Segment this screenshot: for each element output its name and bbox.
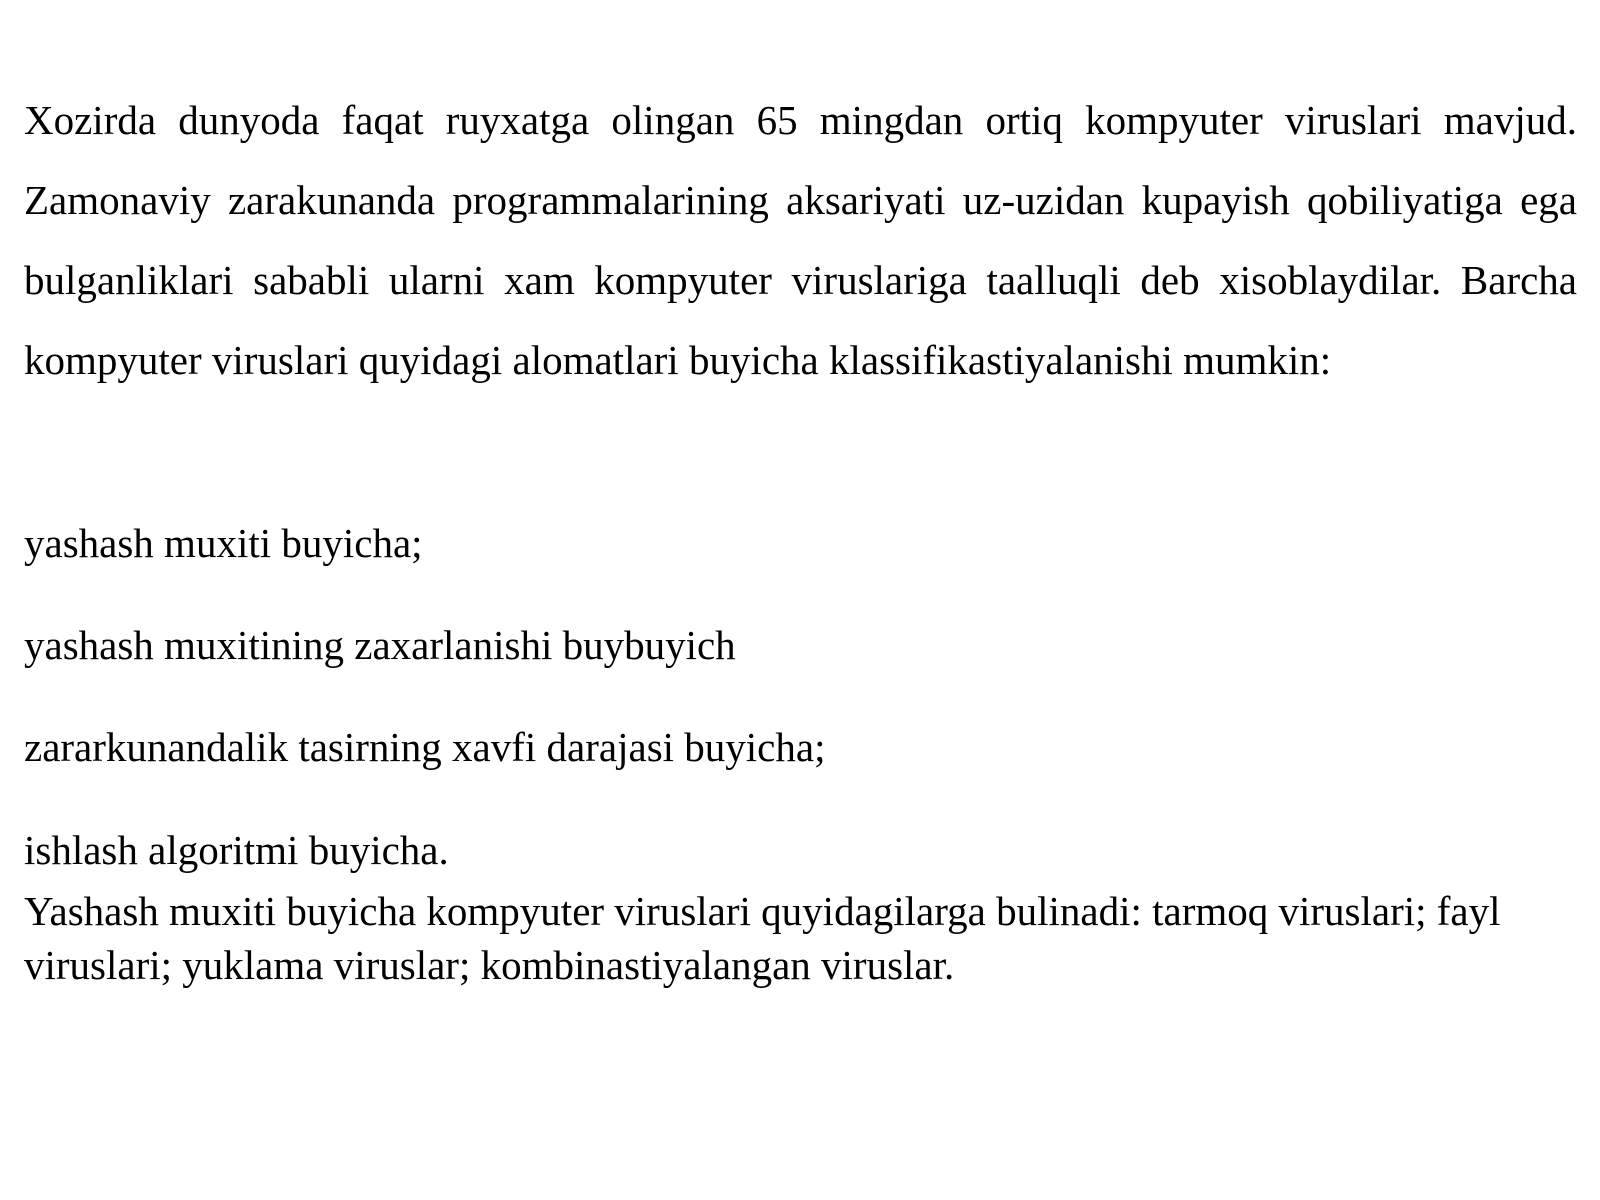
classification-item-algorithm: ishlash algoritmi buyicha. bbox=[24, 827, 449, 873]
classification-item-infection: yashash muxitining zaxarlanishi buybuyich bbox=[24, 622, 736, 668]
classification-item-danger-level: zararkunandalik tasirning xavfi darajasi buyicha; bbox=[24, 724, 826, 770]
document-page bbox=[24, 0, 1577, 1200]
classification-item-environment: yashash muxiti buyicha; bbox=[24, 520, 423, 566]
closing-paragraph: Yashash muxiti buyicha kompyuter viruslari quyidagilarga bulinadi: tarmoq viruslari; fayl viruslari; yuklama viruslar; kombinastiyalangan viruslar. bbox=[24, 888, 1501, 988]
intro-paragraph: Xozirda dunyoda faqat ruyxatga olingan 65 mingdan ortiq kompyuter viruslari mavjud. Zamonaviy zarakunanda programmalarining aksariyati uz-uzidan kupayish qobiliyatiga ega bulganliklari sababli ularni xam kompyuter viruslariga taalluqli deb xisoblaydilar. Barcha kompyuter viruslari quyidagi alomatlari buyicha klassifikastiyalanishi mumkin: bbox=[24, 97, 1577, 383]
